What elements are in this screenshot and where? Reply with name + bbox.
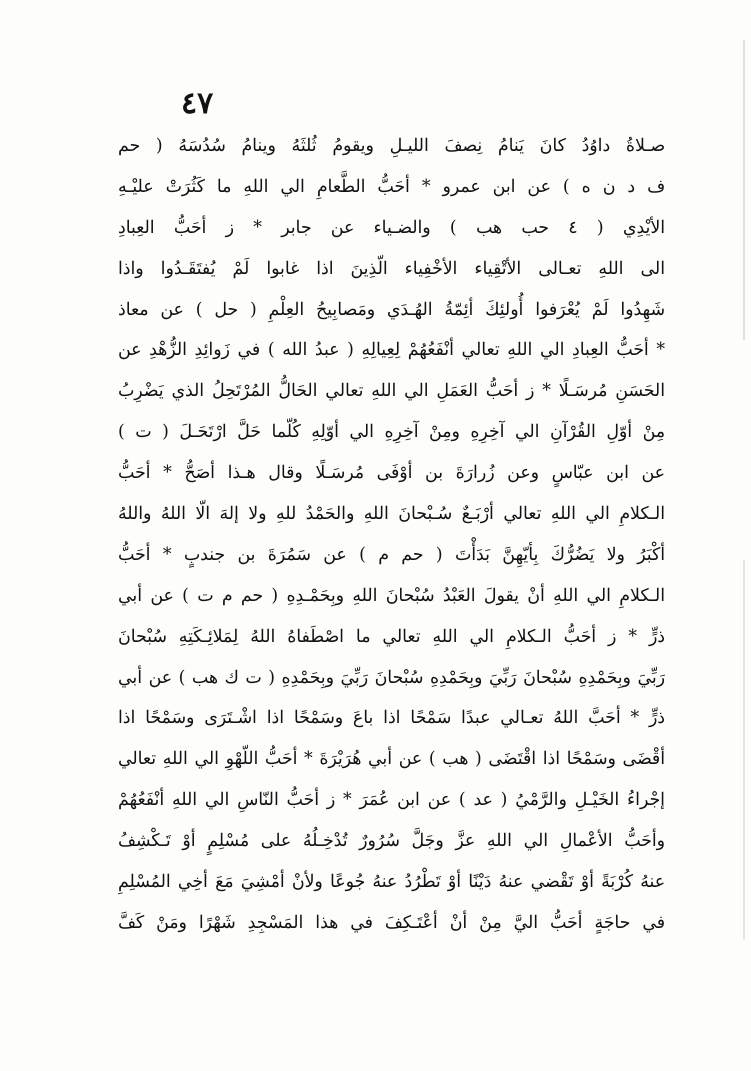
text-line: ذرٍّ * ز أحَبُّ الـكلامِ الي اللهِ تعالي ما اصْطَفاهُ اللهُ لِمَلائِـكَتِهِ سُبْحانَ: [118, 626, 665, 647]
text-line: في حاجَةٍ أحَبُّ اليَّ مِنْ أنْ أعْتَـكِفَ في هذا المَسْجِدِ شَهْرًا ومَنْ كَفَّ: [118, 912, 665, 933]
text-line: الحَسَنِ مُرسَـلًا * ز أحَبُّ العَمَلِ الي اللهِ تعالي الحَالُّ المُرْتَحِلُ الذي يَضْرِبُ: [118, 381, 665, 402]
text-line: الى اللهِ تعـالى الأتْقِياء الأخْفِياء الّذِينَ اذا غابوا لَمْ يُفتَقَـدُوا واذا: [118, 258, 665, 279]
page-number: ٤٧: [181, 86, 214, 121]
text-line: * أحَبُّ العِبادِ الي اللهِ تعالي أنْفَعُهُمْ لِعِيالِهِ ( عبدُ الله ) في زَوائِدِ الزُّهْدِ عن: [118, 340, 665, 361]
text-line: الـكلامِ الي اللهِ أنْ يقولَ العَبْدُ سُبْحانَ اللهِ وبِحَمْـدِهِ ( حم م ت ) عن أبي: [118, 585, 665, 606]
text-line: عن ابن عبّاسٍ وعن زُرارَةَ بن أوْفَى مُرسَـلًا وقال هـذا أصَحُّ * أحَبُّ: [118, 463, 665, 484]
text-line: عنهُ كُرْبَةً أوْ تَقْضي عنهُ دَيْنًا أوْ تَطْرُدُ عنهُ جُوعًا ولأنْ أمْشِيَ مَعَ أخِي المُسْلِمِ: [118, 872, 665, 893]
arabic-text-block: [118, 126, 665, 944]
text-line: ذرٍّ * أحَبَّ اللهُ تعـالي عبدًا سَمْحًا اذا باعَ وسَمْحًا اذا اشْـتَرَى وسَمْحًا اذا: [118, 708, 665, 729]
text-line: إجْراءُ الخَيْـلِ والرَّمْيُ ( عد ) عن ابن عُمَرَ * ز أحَبُّ النّاسِ الي اللهِ أنْفَعُهُمْ: [118, 790, 665, 811]
text-line: صـلاةُ داوُدُ كانَ يَنامُ نِصفَ الليـلِ ويقومُ ثُلثَهُ وينامُ سُدُسَهُ ( حم: [118, 136, 665, 156]
text-line: أكْبَرُ ولا يَضُرُّكَ بِأيّهِنَّ بَدَأْتَ ( حم م ) عن سَمُرَةَ بن جندبٍ * أحَبُّ: [118, 544, 665, 565]
text-line: ف د ن ه ) عن ابن عمرو * أحَبُّ الطَّعامِ الي اللهِ ما كَثُرَتْ عليْـهِ: [118, 176, 665, 197]
text-line: أقْضَى وسَمْحًا اذا اقْتَضَى ( هب ) عن أبي هُرَيْرَةَ * أحَبُّ اللّهْوِ الي اللهِ تعالي: [118, 749, 665, 770]
text-line: مِنْ أوّلِ القُرْآنِ الي آخِرِهِ ومِنْ آخِرِهِ الي أوّلِهِ كُلّما حَلَّ ارْتَحَـلَ ( ت ): [118, 422, 665, 443]
page-edge-mark: [743, 560, 745, 940]
text-line: الأيْدِي ( ٤ حب هب ) والضـياء عن جابر * ز أحَبُّ العِبادِ: [118, 217, 665, 238]
text-line: وأحَبُّ الأعْمالِ الي اللهِ عزَّ وجَلَّ سُرُورٌ تُدْخِـلُهُ على مُسْلِمٍ أوْ تَـكْشِفُ: [118, 831, 665, 852]
text-line: شَهِدُوا لَمْ يُعْرَفوا أُولئِكَ أئِمّةُ الهُـدَي ومَصابِيحُ العِلْمِ ( حل ) عن معاذ: [118, 299, 665, 320]
text-line: رَبِّيَ وبِحَمْدِهِ سُبْحانَ رَبِّيَ وبِحَمْدِهِ سُبْحانَ رَبِّيَ وبِحَمْدِهِ ( ت ك هب ) عن أبي: [118, 667, 665, 688]
text-line: الـكلامِ الي اللهِ تعالي أرْبَـعٌ سُـبْحانَ اللهِ والحَمْدُ للهِ ولا إلهَ الّا اللهُ واللهُ: [118, 504, 665, 525]
page-edge-mark: [743, 40, 745, 340]
